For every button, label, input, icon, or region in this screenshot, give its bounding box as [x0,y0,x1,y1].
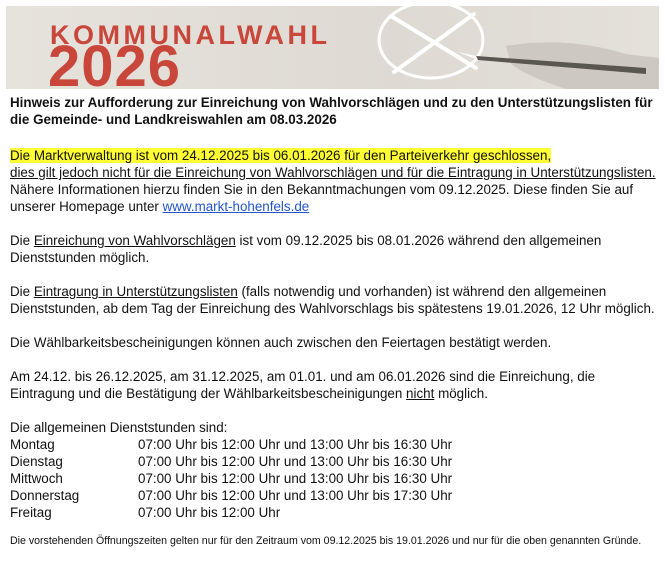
support-list-term: Eintragung in Unterstützungslisten [33,284,238,299]
hours-row [10,453,452,470]
homepage-link[interactable]: www.markt-hohenfels.de [162,199,310,214]
hours-time: 07:00 Uhr bis 12:00 Uhr [138,505,281,520]
hours-time: 07:00 Uhr bis 12:00 Uhr und 13:00 Uhr bis 17:30 Uhr [138,488,453,503]
closure-exception: dies gilt jedoch nicht für die Einreichung von Wahlvorschlägen und für die Eintragung in Unterstützungslisten. [10,165,656,180]
eligibility-paragraph: Die Wählbarkeitsbescheinigungen können auch zwischen den Feiertagen bestätigt werden. [10,335,552,350]
notice-title: Hinweis zur Aufforderung zur Einreichung von Wahlvorschlägen und zu den Unterstützungslisten für die Gemeinde- und Landkreiswahlen am 08.03.2026 [10,95,653,127]
banner-year: 2026 [48,34,182,89]
holiday-paragraph: Am 24.12. bis 26.12.2025, am 31.12.2025, am 01.01. und am 06.01.2026 sind die Einreichung, die Eintragung und die Bestätigung der Wählbarkeitsbescheinigungen nicht möglich. [10,369,596,401]
hours-table [10,436,452,521]
hours-time: 07:00 Uhr bis 12:00 Uhr und 13:00 Uhr bis 16:30 Uhr [138,437,453,452]
submission-paragraph: Die Einreichung von Wahlvorschlägen ist vom 09.12.2025 bis 08.01.2026 während den allgemeinen Dienststunden möglich. [10,233,602,265]
notice [10,94,658,548]
hours-day: Donnerstag [10,488,80,503]
hours-heading: Die allgemeinen Dienststunden sind: [10,420,228,435]
submission-term: Einreichung von Wahlvorschlägen [33,233,236,248]
hours-day: Montag [10,437,55,452]
support-list-paragraph: Die Eintragung in Unterstützungslisten (falls notwendig und vorhanden) ist während den allgemeinen Dienststunden, ab dem Tag der Einreichung des Wahlvorschlags bis spätestens 19.01.2026, 12 Uhr möglich. [10,284,655,316]
hours-row [10,487,452,504]
hours-time: 07:00 Uhr bis 12:00 Uhr und 13:00 Uhr bis 16:30 Uhr [138,454,453,469]
hours-row [10,470,452,487]
hours-day: Freitag [10,505,52,520]
banner-word: KOMMUNALWAHL [50,20,331,50]
banner [6,6,659,89]
closure-rest: Nähere Informationen hierzu finden Sie in den Bekanntmachungen vom 09.12.2025. Diese finden Sie auf unserer Homepage unter [10,182,634,214]
hours-row [10,504,452,521]
not-term: nicht [406,386,435,401]
footnote: Die vorstehenden Öffnungszeiten gelten nur für den Zeitraum vom 09.12.2025 bis 19.01.2026 und nur für die oben genannten Gründe. [10,535,642,547]
closure-paragraph [10,147,658,215]
hours-time: 07:00 Uhr bis 12:00 Uhr und 13:00 Uhr bis 16:30 Uhr [138,471,453,486]
ballot-cross-stroke-2 [394,14,474,72]
closure-highlight: Die Marktverwaltung ist vom 24.12.2025 bis 06.01.2026 für den Parteiverkehr geschlossen, [10,148,552,163]
hours-row [10,436,452,453]
hours-day: Dienstag [10,454,63,469]
hours-day: Mittwoch [10,471,63,486]
